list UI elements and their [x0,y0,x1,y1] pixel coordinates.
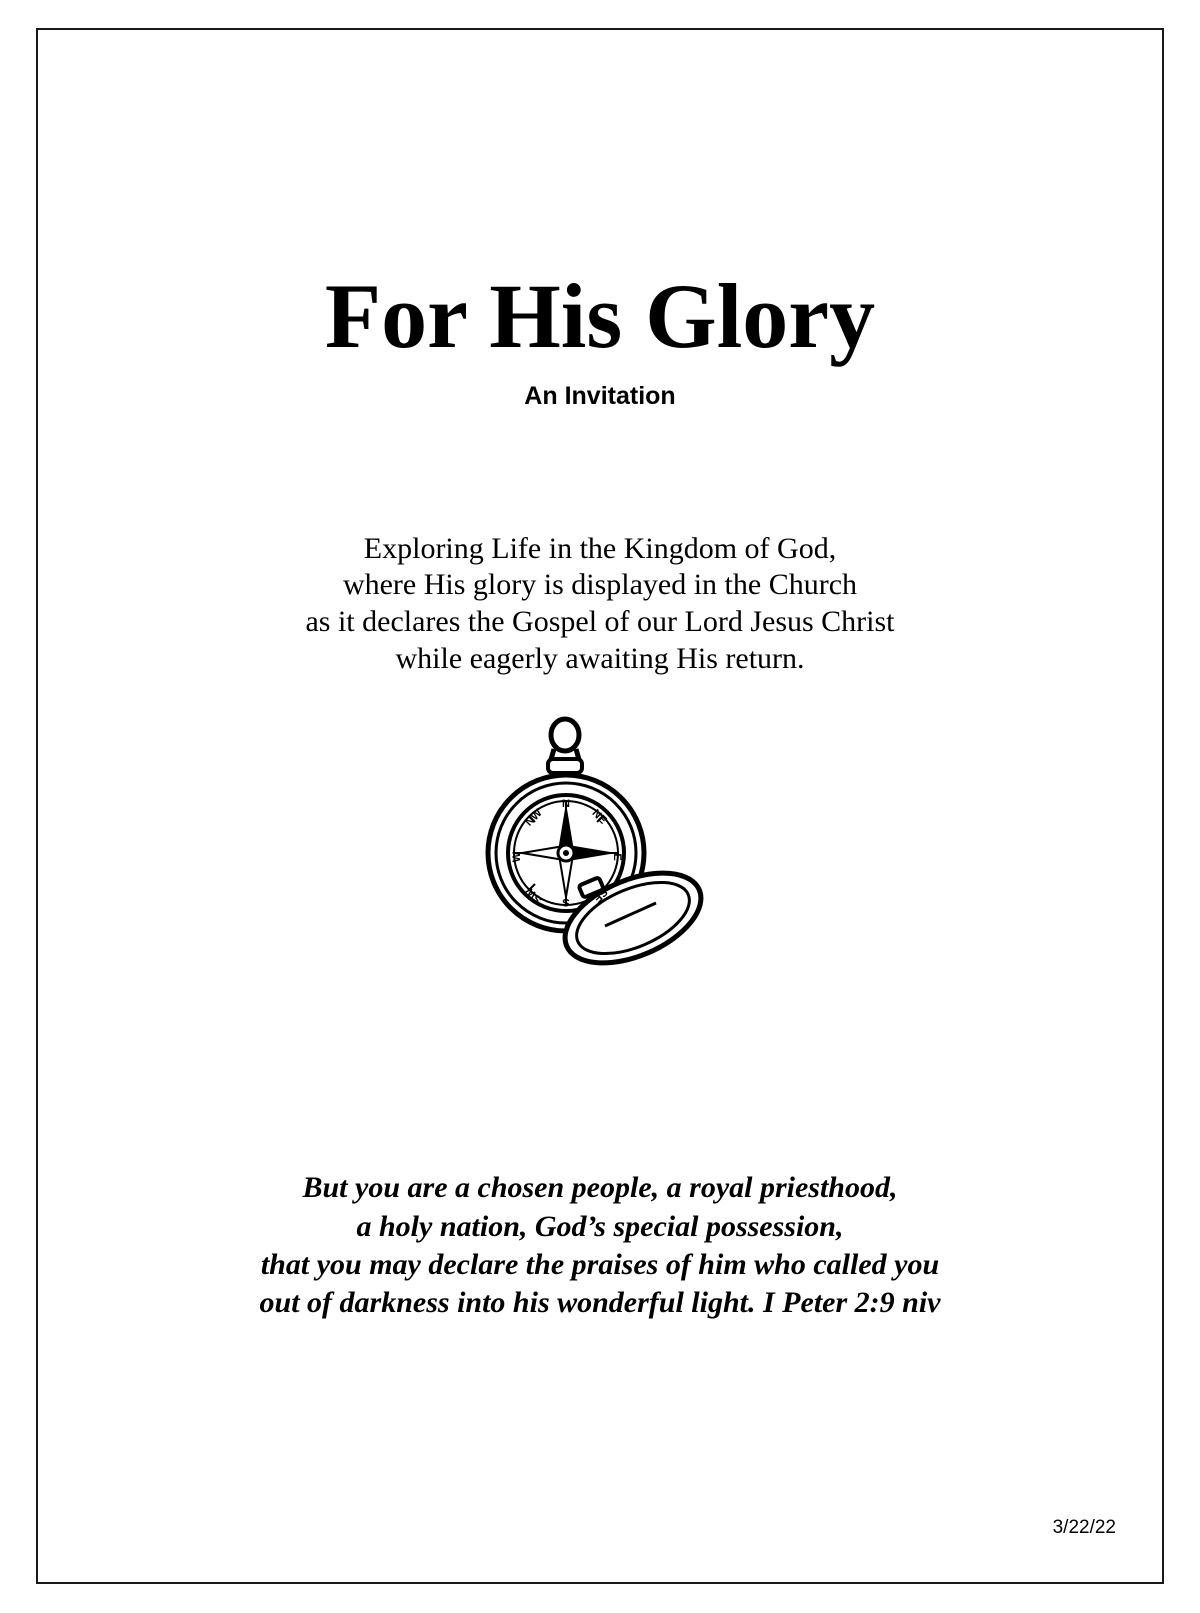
tagline-block [98,411,1102,677]
document-date: 3/22/22 [1052,1517,1116,1538]
svg-text:S: S [562,896,570,909]
svg-text:NE: NE [589,807,609,827]
tagline-line: while eagerly awaiting His return. [395,641,805,675]
tagline-line: as it declares the Gospel of our Lord Jesus Christ [305,605,895,639]
emblem-container [98,713,1102,973]
svg-text:N: N [562,798,570,811]
compass-icon [470,713,730,973]
scripture-line: that you may declare the praises of him who called you [260,1247,940,1281]
page-subtitle: An Invitation [524,381,676,410]
scripture-line: out of darkness into his wonderful light. I Peter 2:9 niv [259,1286,941,1320]
tagline-line: Exploring Life in the Kingdom of God, [363,531,837,565]
tagline-line: where His glory is displayed in the Church [342,568,858,602]
page-title: For His Glory [324,265,876,367]
svg-text:SW: SW [523,884,545,906]
scripture-quote [98,973,1102,1323]
svg-text:NW: NW [523,807,545,829]
scripture-line: But you are a chosen people, a royal priesthood, [302,1171,898,1205]
svg-text:SE: SE [590,885,610,905]
svg-text:W: W [511,852,523,863]
page-content [38,30,1162,1582]
scripture-line: a holy nation, God’s special possession, [356,1209,844,1243]
svg-text:E: E [611,853,623,861]
